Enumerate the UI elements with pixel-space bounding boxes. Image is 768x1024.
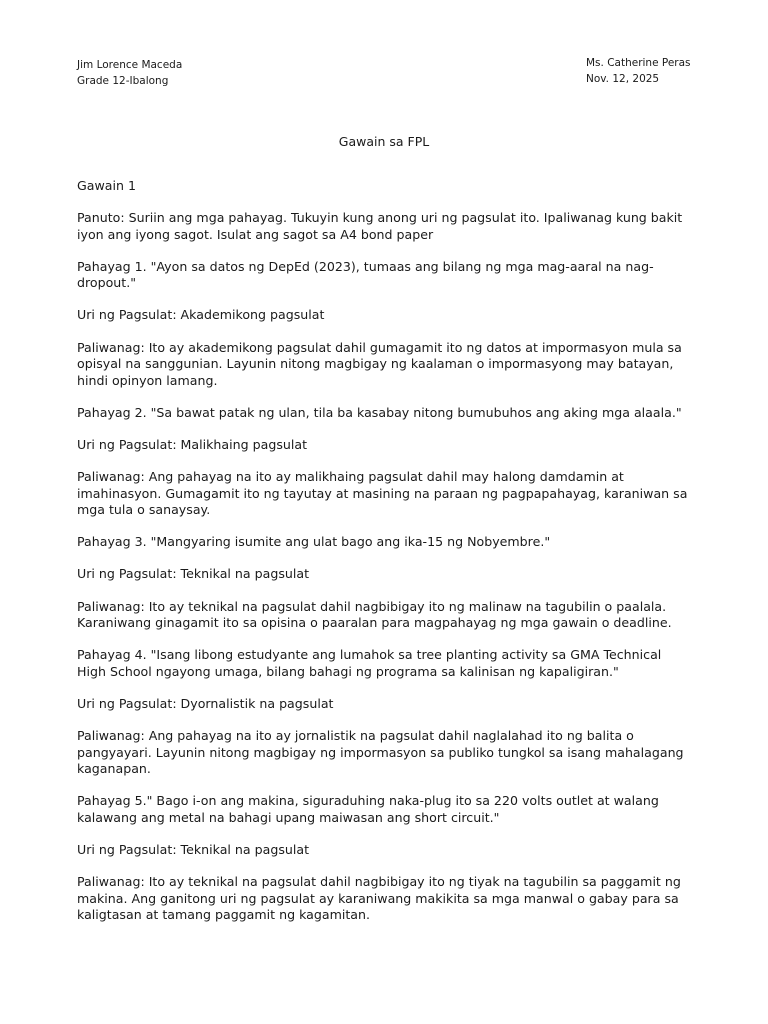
explanation-4: Paliwanag: Ang pahayag na ito ay jornalistik na pagsulat dahil naglalahad ito ng balita o pangyayari. Layunin nitong magbigay ng impormasyon sa publiko tungkol sa isang mahalagang kaganapan.	[77, 727, 684, 777]
document-date: Nov. 12, 2025	[586, 73, 660, 85]
writing-type-5: Uri ng Pagsulat: Teknikal na pagsulat	[77, 841, 310, 857]
grade-section: Grade 12-Ibalong	[77, 75, 169, 87]
student-name: Jim Lorence Maceda	[77, 59, 183, 71]
writing-type-3: Uri ng Pagsulat: Teknikal na pagsulat	[77, 566, 310, 582]
statement-1: Pahayag 1. "Ayon sa datos ng DepEd (2023), tumaas ang bilang ng mga mag-aaral na nag-dropout."	[77, 258, 654, 291]
document-body	[77, 178, 692, 939]
explanation-1: Paliwanag: Ito ay akademikong pagsulat dahil gumagamit ito ng datos at impormasyon mula sa opisyal na sanggunian. Layunin nitong magbigay ng kaalaman o impormasyong may batayan, hindi opinyon lamang.	[77, 339, 682, 388]
teacher-info	[586, 55, 691, 87]
activity-heading: Gawain 1	[77, 178, 136, 193]
writing-type-2: Uri ng Pagsulat: Malikhaing pagsulat	[77, 436, 308, 452]
teacher-name: Ms. Catherine Peras	[586, 57, 691, 69]
instructions: Panuto: Suriin ang mga pahayag. Tukuyin kung anong uri ng pagsulat ito. Ipaliwanag kung bakit iyon ang iyong sagot. Isulat ang sagot sa A4 bond paper	[77, 210, 683, 242]
statement-5: Pahayag 5." Bago i-on ang makina, siguraduhing naka-plug ito sa 220 volts outlet at walang kalawang ang metal na bahagi upang maiwasan ang short circuit."	[77, 793, 659, 825]
writing-type-4: Uri ng Pagsulat: Dyornalistik na pagsulat	[77, 695, 334, 711]
statement-3: Pahayag 3. "Mangyaring isumite ang ulat bago ang ika-15 ng Nobyembre."	[77, 534, 551, 550]
statement-4: Pahayag 4. "Isang libong estudyante ang lumahok sa tree planting activity sa GMA Technical High School ngayong umaga, bilang bahagi ng programa sa kalinisan ng kapaligiran."	[77, 647, 662, 679]
explanation-5: Paliwanag: Ito ay teknikal na pagsulat dahil nagbibigay ito ng tiyak na tagubilin sa paggamit ng makina. Ang ganitong uri ng pagsulat ay karaniwang makikita sa mga manwal o gabay para sa kaligtasan at tamang paggamit ng kagamitan.	[77, 874, 681, 923]
statement-2: Pahayag 2. "Sa bawat patak ng ulan, tila ba kasabay nitong bumubuhos ang aking mga alaala."	[77, 404, 682, 420]
student-info	[77, 57, 182, 89]
explanation-3: Paliwanag: Ito ay teknikal na pagsulat dahil nagbibigay ito ng malinaw na tagubilin o paalala. Karaniwang ginagamit ito sa opisina o paaralan para magpahayag ng mga gawain o deadline.	[77, 598, 672, 631]
explanation-2: Paliwanag: Ang pahayag na ito ay malikhaing pagsulat dahil may halong damdamin at imahinasyon. Gumagamit ito ng tayutay at masining na paraan ng pagpapahayag, karaniwan sa mga tula o sanaysay.	[77, 469, 688, 518]
writing-type-1: Uri ng Pagsulat: Akademikong pagsulat	[77, 307, 325, 323]
document-title: Gawain sa FPL	[338, 134, 430, 149]
